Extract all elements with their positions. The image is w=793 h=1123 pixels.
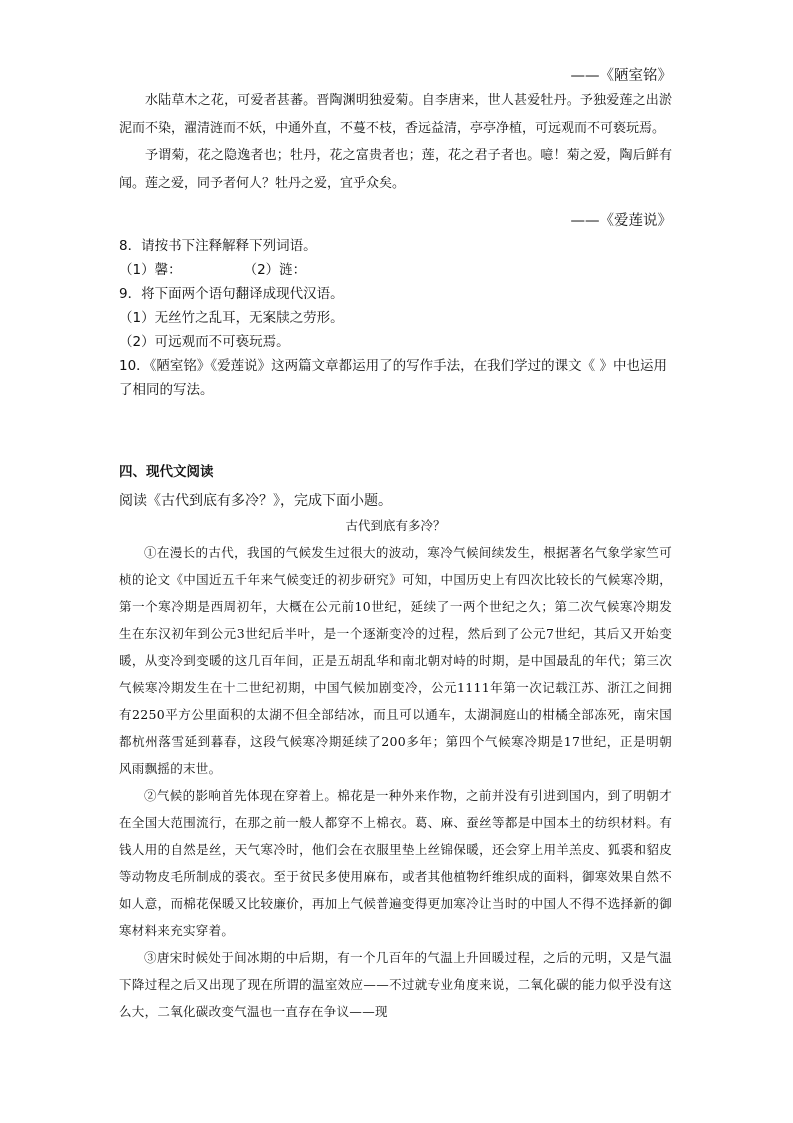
source-citation-loushiming: ——《陋室铭》 bbox=[570, 68, 672, 84]
passage-paragraph: 予谓菊，花之隐逸者也；牡丹，花之富贵者也；莲，花之君子者也。噫！菊之爱，陶后鲜有闻。莲之爱，同予者何人？牡丹之爱，宜乎众矣。 bbox=[119, 148, 672, 191]
passage-paragraph: 水陆草木之花，可爱者甚蕃。晋陶渊明独爱菊。自李唐来，世人甚爱牡丹。予独爱莲之出淤泥而不染，濯清涟而不妖，中通外直，不蔓不枝，香远益清，亭亭净植，可远观而不可亵玩焉。 bbox=[119, 93, 672, 136]
article-body bbox=[119, 539, 672, 1025]
section-heading: 四、现代文阅读 bbox=[119, 464, 214, 480]
question-8-answers bbox=[119, 258, 672, 282]
section-intro: 阅读《古代到底有多冷？》，完成下面小题。 bbox=[119, 493, 392, 509]
question-9-item-1: （1）无丝竹之乱耳，无案牍之劳形。 bbox=[119, 310, 344, 326]
article-paragraph: ②气候的影响首先体现在穿着上。棉花是一种外来作物，之前并没有引进到国内，到了明朝才在全国大范围流行，在那之前一般人都穿不上棉衣。葛、麻、蚕丝等都是中国本土的纺织材料。有钱人用的自然是丝，天气寒冷时，他们会在衣服里垫上丝锦保暖，还会穿上用羊羔皮、狐裘和貂皮等动物皮毛所制成的裘衣。至于贫民多使用麻布，或者其他植物纤维织成的面料，御寒效果自然不如人意，而棉花保暖又比较廉价，再加上气候普遍变得更加寒冷让当时的中国人不得不选择新的御寒材料来充实穿着。 bbox=[119, 788, 672, 938]
article-paragraph: ③唐宋时候处于间冰期的中后期，有一个几百年的气温上升回暖过程，之后的元明，又是气温下降过程之后又出现了现在所谓的温室效应——不过就专业角度来说，二氧化碳的能力似乎没有这么大，二氧化碳改变气温也一直存在争议——现 bbox=[119, 950, 672, 1019]
question-8: 8．请按书下注释解释下列词语。 bbox=[119, 238, 317, 254]
answer-blank-xin: （1）馨： bbox=[119, 262, 182, 278]
question-9-item-2: （2）可远观而不可亵玩焉。 bbox=[119, 334, 290, 350]
answer-blank-lian: （2）涟： bbox=[243, 262, 307, 278]
ailianshuo-passage bbox=[119, 87, 672, 197]
source-citation-ailianshuo: ——《爱莲说》 bbox=[570, 213, 672, 229]
article-title: 古代到底有多冷？ bbox=[345, 518, 446, 533]
question-9: 9．将下面两个语句翻译成现代汉语。 bbox=[119, 286, 344, 302]
question-block bbox=[119, 234, 672, 402]
question-10: 10．《陋室铭》《爱莲说》这两篇文章都运用了的写作手法，在我们学过的课文《 》中也运用了相同的写法。 bbox=[119, 358, 667, 398]
article-paragraph: ①在漫长的古代，我国的气候发生过很大的波动，寒冷气候间续发生，根据著名气象学家竺可桢的论文《中国近五千年来气候变迁的初步研究》可知，中国历史上有四次比较长的气候寒冷期，第一个寒冷期是西周初年，大概在公元前10世纪，延续了一两个世纪之久；第二次气候寒冷期发生在东汉初年到公元3世纪后半叶，是一个逐渐变冷的过程，然后到了公元7世纪，其后又开始变暖，从变冷到变暖的这几百年间，正是五胡乱华和南北朝对峙的时期，是中国最乱的年代；第三次气候寒冷期发生在十二世纪初期，中国气候加剧变冷，公元1111年第一次记载江苏、浙江之间拥有2250平方公里面积的太湖不但全部结冰，而且可以通车，太湖洞庭山的柑橘全部冻死，南宋国都杭州落雪延到暮春，这段气候寒冷期延续了200多年；第四个气候寒冷期是17世纪，正是明朝风雨飘摇的末世。 bbox=[119, 545, 672, 776]
